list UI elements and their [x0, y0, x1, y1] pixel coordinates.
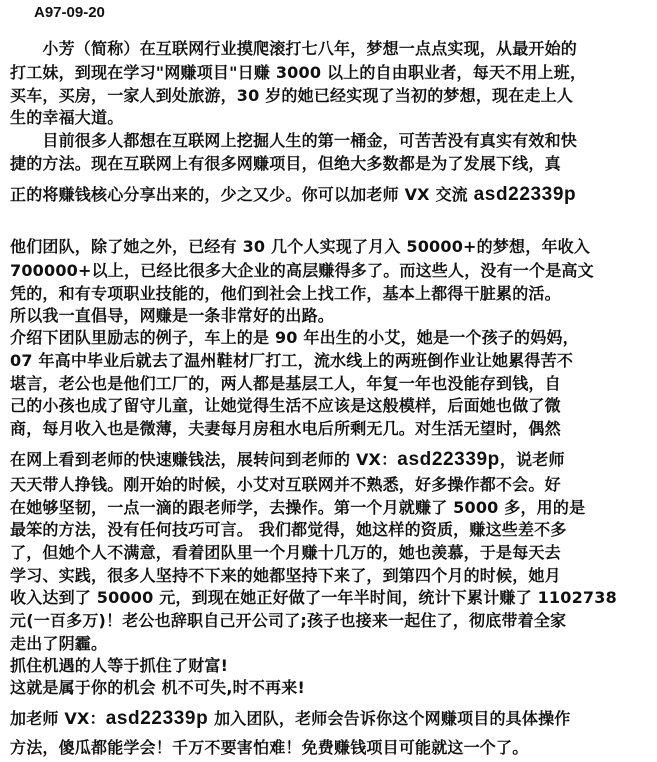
paragraph-line: 目前很多人都想在互联网上挖掘人生的第一桶金，可苦苦没有真实有效和快 — [10, 131, 578, 150]
paragraph-line: 他们团队，除了她之外，已经有 30 几个人实现了月入 50000+的梦想，年收入 — [10, 237, 591, 256]
paragraph-line: 方法，傻瓜都能学会！千万不要害怕难！免费赚钱项目可能就这一个了。 — [10, 738, 529, 757]
paragraph-line: 抓住机遇的人等于抓住了财富! — [10, 656, 229, 675]
paragraph-line-with-contact — [10, 709, 570, 729]
line-text: 在网上看到老师的快速赚钱法，展转问到老师的 VX： — [10, 450, 398, 469]
contact-id: asd22339p — [473, 184, 577, 205]
paragraph-line: 学习、实践，很多人坚持不下来的她都坚持下来了，到第四个月的时候，她月 — [10, 566, 561, 585]
paragraph-line: 小芳（简称）在互联网行业摸爬滚打七八年，梦想一点点实现，从最开始的 — [10, 39, 578, 58]
paragraph-line: 生的幸福大道。 — [10, 108, 124, 127]
contact-id: asd22339p — [105, 708, 209, 729]
document-date: A97-09-20 — [34, 4, 105, 21]
paragraph-line: 己的小孩也成了留守儿童，让她觉得生活不应该是这般模样，后面她也做了微 — [10, 396, 561, 415]
paragraph-line: 最笨的方法，没有任何技巧可言。 我们都觉得，她这样的资质，赚这些差不多 — [10, 520, 567, 539]
paragraph-line: 买车，买房，一家人到处旅游，30 岁的她已经实现了当初的梦想，现在走上人 — [10, 86, 574, 105]
line-text: 加入团队，老师会告诉你这个网赚项目的具体操作 — [208, 709, 571, 728]
paragraph-line: 走出了阴霾。 — [10, 634, 108, 653]
paragraph-line: 元(一百多万)！老公也辞职自己开公司了;孩子也接来一起住了，彻底带着全家 — [10, 611, 567, 630]
paragraph-line: 所以我一直倡导，网赚是一条非常好的出路。 — [10, 306, 335, 325]
paragraph-line: 凭的，和有专项职业技能的，他们到社会上找工作，基本上都得干脏累的活。 — [10, 284, 561, 303]
contact-id: asd22339p — [397, 449, 500, 470]
paragraph-line: 700000+以上，已经比很多大企业的高层赚得多了。而这些人，没有一个是高文 — [10, 261, 594, 280]
paragraph-line-with-contact — [10, 450, 565, 470]
line-text: 加老师 VX： — [10, 709, 106, 728]
paragraph-line: 天天带人挣钱。刚开始的时候，小艾对互联网并不熟悉，好多操作都不会。好 — [10, 475, 561, 494]
paragraph-line: 了，但她个人不满意，看着团队里一个月赚十几万的，她也羡慕，于是每天去 — [10, 543, 561, 562]
paragraph-line: 打工妹，到现在学习"网赚项目"日赚 3000 以上的自由职业者，每天不用上班， — [10, 63, 587, 82]
paragraph-line: 堪言，老公也是他们工厂的，两人都是基层工人，年复一年也没能存到钱，自 — [10, 374, 561, 393]
paragraph-line: 捷的方法。现在互联网上有很多网赚项目，但绝大多数都是为了发展下线，真 — [10, 154, 561, 173]
paragraph-line: 商，每月收入也是微薄，夫妻每月房租水电后所剩无几。对生活无望时，偶然 — [10, 419, 561, 438]
line-text: 正的将赚钱核心分享出来的，少之又少。你可以加老师 VX 交流 — [10, 185, 474, 204]
line-text: ，说老师 — [499, 450, 565, 469]
paragraph-line: 收入达到了 50000 元，到现在她正好做了一年半时间，统计下累计赚了 1102738 — [10, 588, 617, 607]
paragraph-line: 介绍下团队里励志的例子，车上的是 90 年出生的小艾，她是一个孩子的妈妈， — [10, 328, 579, 347]
paragraph-line: 07 年高中毕业后就去了温州鞋材厂打工，流水线上的两班倒作业让她累得苦不 — [10, 351, 574, 370]
paragraph-line-with-contact — [10, 185, 576, 205]
paragraph-line: 这就是属于你的机会 机不可失,时不再来! — [10, 678, 305, 697]
paragraph-line: 在她够坚韧，一点一滴的跟老师学，去操作。第一个月就赚了 5000 多，用的是 — [10, 498, 586, 517]
